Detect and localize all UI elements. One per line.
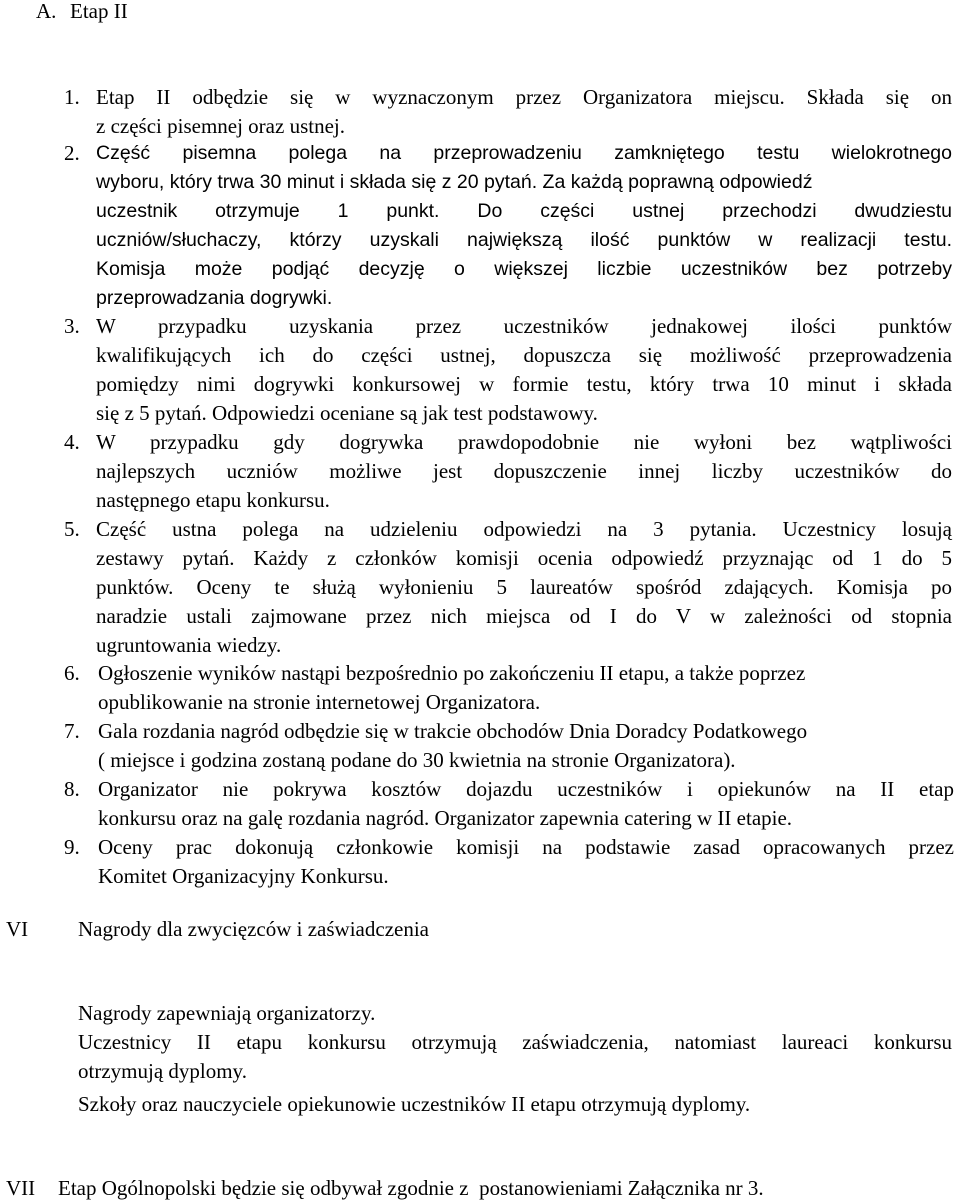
section-a-title: Etap II — [70, 0, 128, 23]
item-3-line-2: kwalifikujących ich do części ustnej, dopuszcza się możliwość przeprowadzenia — [96, 343, 952, 367]
item-1-line-2: z części pisemnej oraz ustnej. — [96, 114, 345, 138]
item-8-line-1: Organizator nie pokrywa kosztów dojazdu uczestników i opiekunów na II etap — [98, 777, 954, 801]
item-2-line-3: uczestnik otrzymuje 1 punkt. Do części ustnej przechodzi dwudziestu — [96, 200, 952, 222]
item-9-line-1: Oceny prac dokonują członkowie komisji na podstawie zasad opracowanych przez — [98, 835, 954, 859]
item-5-line-5: ugruntowania wiedzy. — [96, 633, 282, 657]
item-7-number: 7. — [64, 719, 80, 743]
section-vii-marker: VII — [6, 1176, 36, 1200]
section-a-marker: A. — [36, 0, 57, 23]
item-4-number: 4. — [64, 430, 80, 454]
item-3-line-4: się z 5 pytań. Odpowiedzi oceniane są jak test podstawowy. — [96, 401, 598, 425]
section-vi-line-3: otrzymują dyplomy. — [78, 1059, 247, 1083]
item-5-line-1: Część ustna polega na udzieleniu odpowiedzi na 3 pytania. Uczestnicy losują — [96, 517, 952, 541]
item-6-number: 6. — [64, 661, 80, 685]
item-8-number: 8. — [64, 777, 80, 801]
section-vi-marker: VI — [6, 917, 29, 941]
item-4-line-2: najlepszych uczniów możliwe jest dopuszczenie innej liczby uczestników do — [96, 459, 952, 483]
section-vi-line-1: Nagrody zapewniają organizatorzy. — [78, 1001, 376, 1025]
item-1-number: 1. — [64, 85, 80, 109]
item-4-line-1: W przypadku gdy dogrywka prawdopodobnie nie wyłoni bez wątpliwości — [96, 430, 952, 454]
item-2-line-4: uczniów/słuchaczy, którzy uzyskali największą ilość punktów w realizacji testu. — [96, 229, 952, 251]
item-2-line-1: Część pisemna polega na przeprowadzeniu zamkniętego testu wielokrotnego — [96, 142, 952, 164]
item-2-line-5: Komisja może podjąć decyzję o większej liczbie uczestników bez potrzeby — [96, 258, 952, 280]
item-5-number: 5. — [64, 517, 80, 541]
item-9-line-2: Komitet Organizacyjny Konkursu. — [98, 864, 389, 888]
item-5-line-2: zestawy pytań. Każdy z członków komisji ocenia odpowiedź przyznając od 1 do 5 — [96, 546, 952, 570]
item-3-number: 3. — [64, 314, 80, 338]
section-vi-title: Nagrody dla zwycięzców i zaświadczenia — [78, 917, 429, 941]
item-7-line-1: Gala rozdania nagród odbędzie się w trakcie obchodów Dnia Doradcy Podatkowego — [98, 719, 808, 743]
item-4-line-3: następnego etapu konkursu. — [96, 488, 330, 512]
item-2-number: 2. — [64, 141, 80, 165]
section-vi-line-2: Uczestnicy II etapu konkursu otrzymują zaświadczenia, natomiast laureaci konkursu — [78, 1030, 952, 1054]
item-3-line-3: pomiędzy nimi dogrywki konkursowej w formie testu, który trwa 10 minut i składa — [96, 372, 952, 396]
item-2-line-6: przeprowadzania dogrywki. — [96, 287, 333, 309]
item-6-line-2: opublikowanie na stronie internetowej Organizatora. — [98, 690, 541, 714]
item-2-line-2: wyboru, który trwa 30 minut i składa się z 20 pytań. Za każdą poprawną odpowiedź — [96, 171, 813, 193]
item-1-line-1: Etap II odbędzie się w wyznaczonym przez Organizatora miejscu. Składa się on — [96, 85, 952, 109]
item-9-number: 9. — [64, 835, 80, 859]
section-vi-line-4: Szkoły oraz nauczyciele opiekunowie uczestników II etapu otrzymują dyplomy. — [78, 1092, 751, 1116]
item-3-line-1: W przypadku uzyskania przez uczestników jednakowej ilości punktów — [96, 314, 952, 338]
item-7-line-2: ( miejsce i godzina zostaną podane do 30 kwietnia na stronie Organizatora). — [98, 748, 736, 772]
item-5-line-3: punktów. Oceny te służą wyłonieniu 5 laureatów spośród zdających. Komisja po — [96, 575, 952, 599]
section-vii-text: Etap Ogólnopolski będzie się odbywał zgodnie z postanowieniami Załącznika nr 3. — [58, 1176, 764, 1200]
item-6-line-1: Ogłoszenie wyników nastąpi bezpośrednio po zakończeniu II etapu, a także poprzez — [98, 661, 806, 685]
item-8-line-2: konkursu oraz na galę rozdania nagród. Organizator zapewnia catering w II etapie. — [98, 806, 793, 830]
item-5-line-4: naradzie ustali zajmowane przez nich miejsca od I do V w zależności od stopnia — [96, 604, 952, 628]
